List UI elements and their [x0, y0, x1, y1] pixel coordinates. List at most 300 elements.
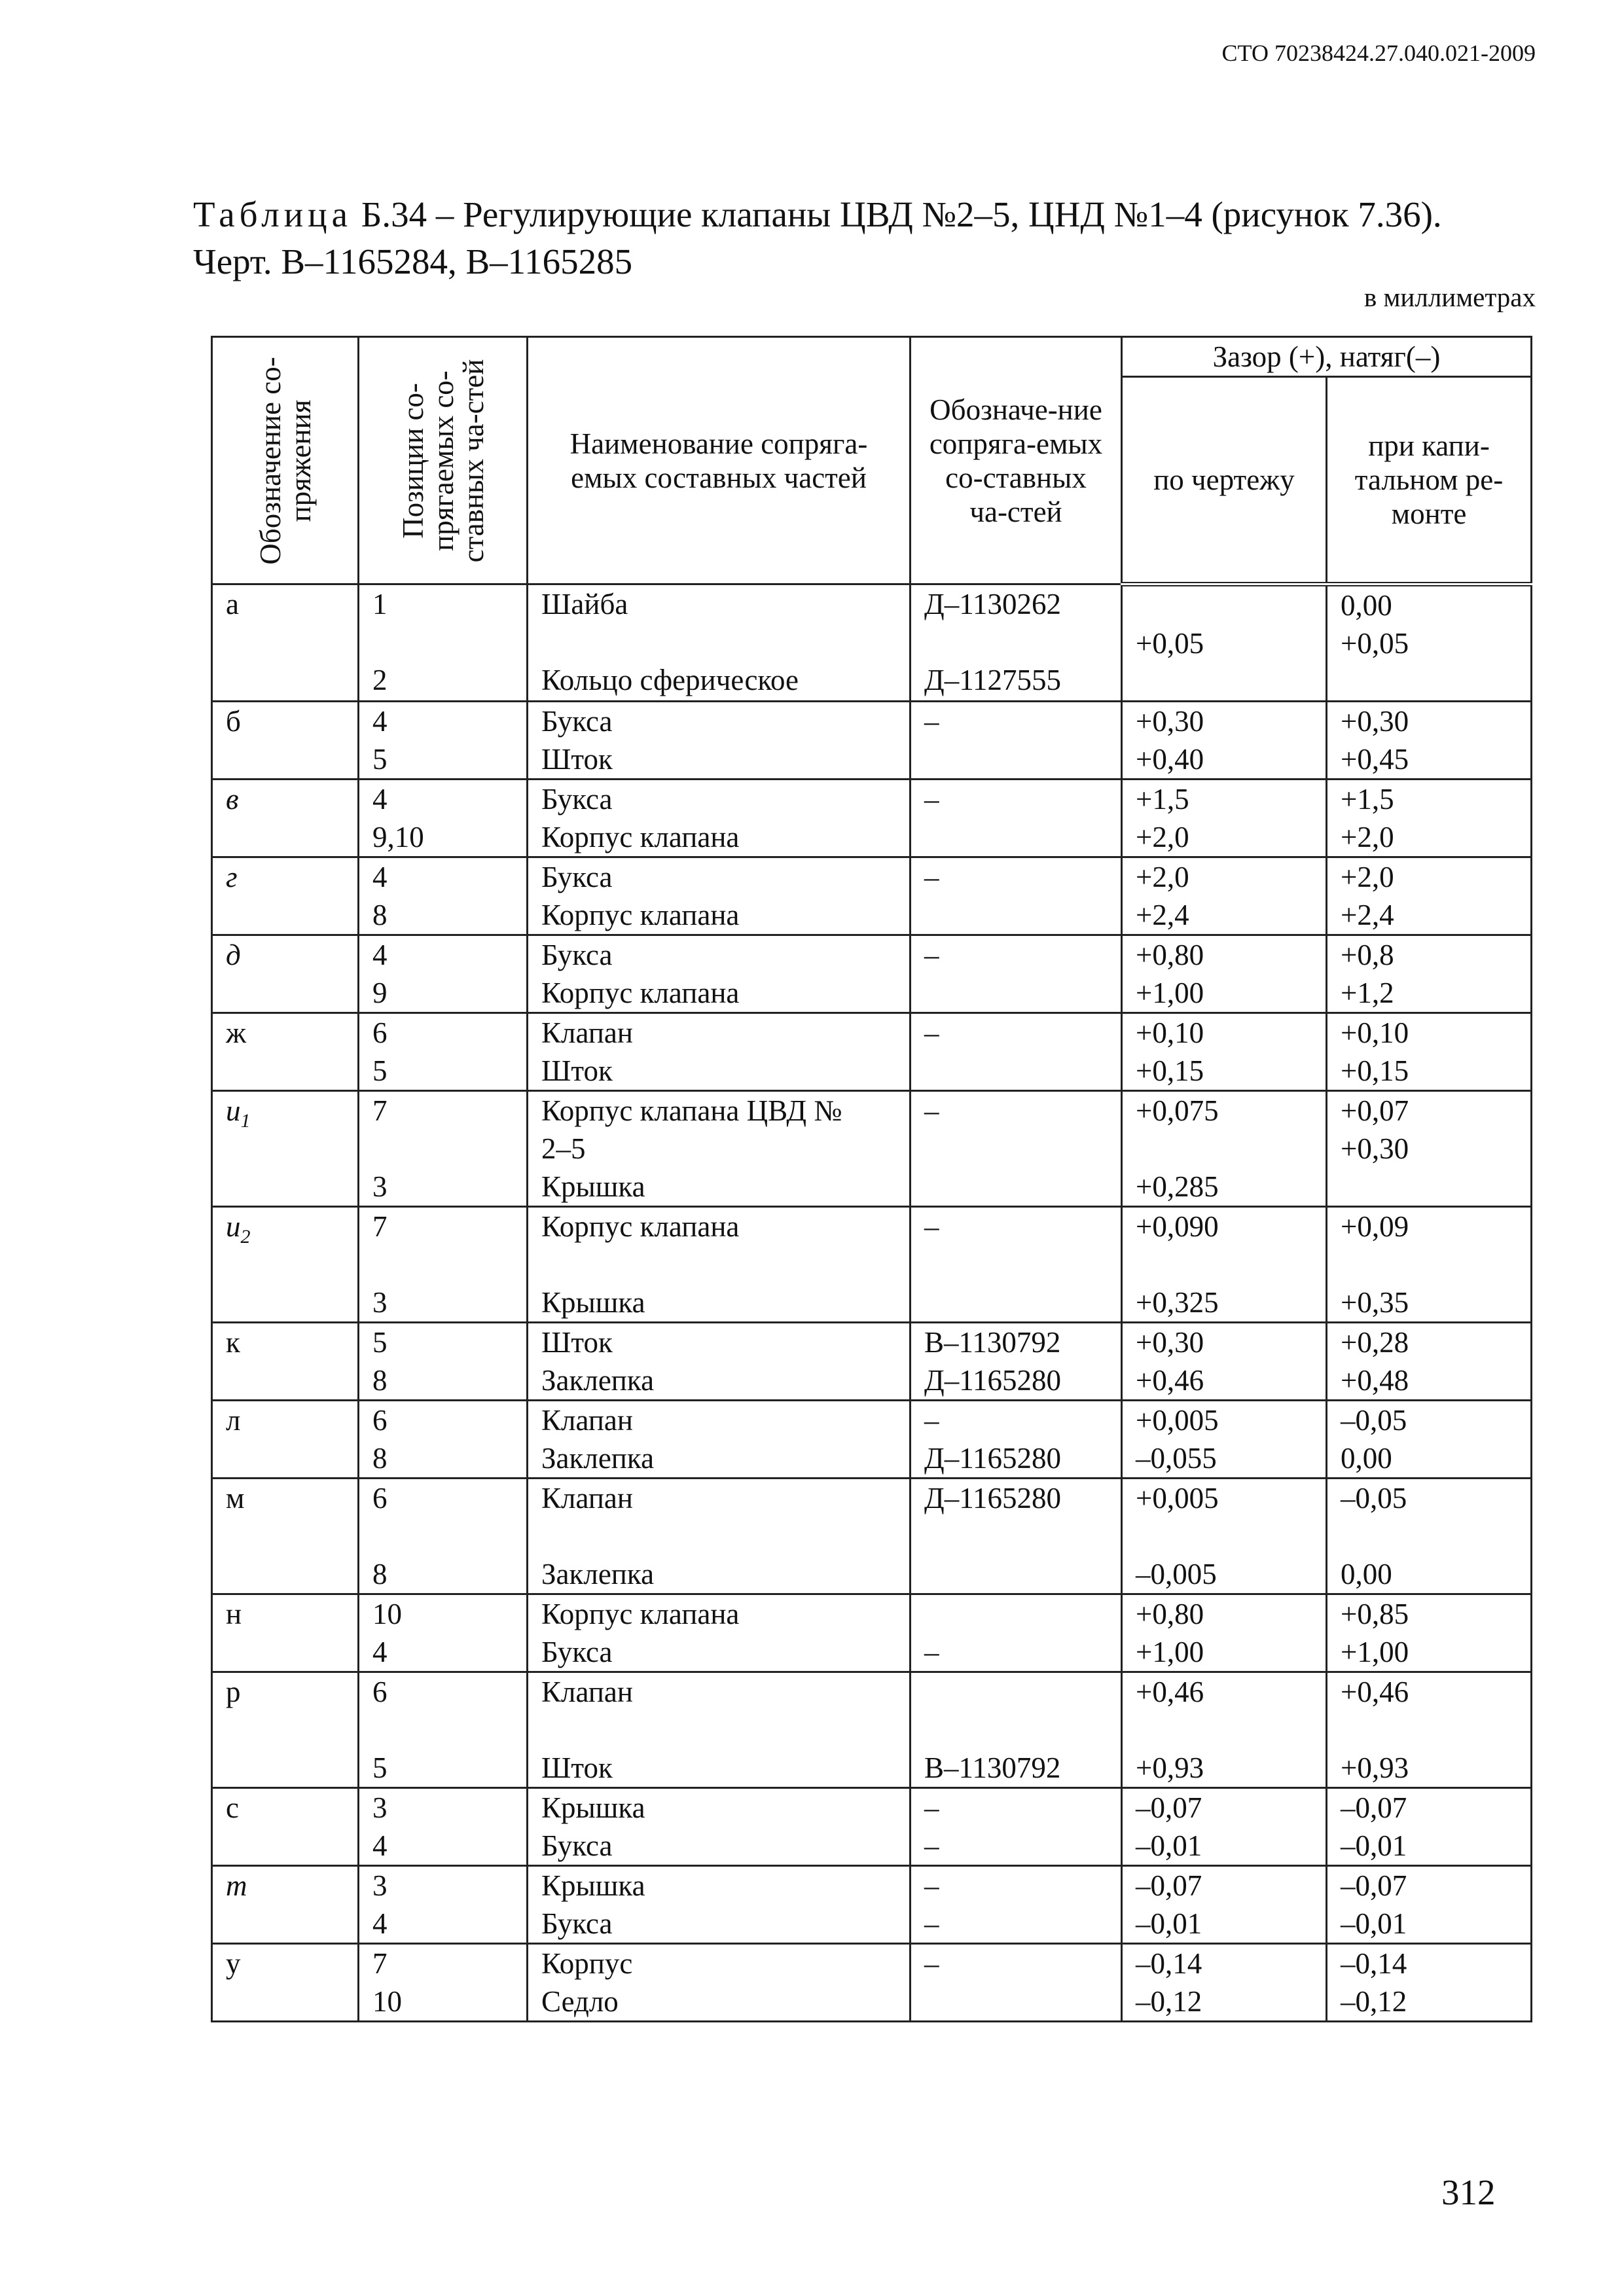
part-designation: – — [924, 1404, 939, 1437]
clearance-overhaul: +0,48 — [1341, 1364, 1409, 1397]
table-row — [212, 1944, 1532, 2022]
part-designation-cell — [911, 780, 1122, 857]
clearance-drawing: –0,07 — [1136, 1791, 1202, 1824]
clearance-overhaul-cell — [1327, 1091, 1532, 1207]
part-position: 7 — [372, 1210, 388, 1243]
part-position-cell — [359, 584, 528, 702]
clearance-drawing: +0,80 — [1136, 1598, 1204, 1630]
clearance-overhaul — [1341, 1246, 1517, 1283]
joint-code — [212, 1866, 359, 1944]
part-designation — [924, 1283, 1108, 1321]
joint-code — [212, 780, 359, 857]
clearance-drawing: –0,14 — [1136, 1947, 1202, 1980]
part-position-cell — [359, 857, 528, 935]
clearance-overhaul: +0,05 — [1341, 627, 1409, 660]
part-name: Букса — [541, 1907, 613, 1940]
clearance-drawing: –0,01 — [1136, 1829, 1202, 1862]
part-designation — [924, 1982, 1108, 2020]
part-designation: – — [924, 783, 939, 816]
part-position: 7 — [372, 1947, 388, 1980]
part-position — [372, 1517, 513, 1555]
clearance-overhaul: +2,4 — [1341, 899, 1394, 931]
clearance-drawing-cell — [1122, 1091, 1327, 1207]
part-designation — [924, 740, 1108, 778]
clearance-overhaul: –0,14 — [1341, 1947, 1407, 1980]
part-position: 10 — [372, 1598, 402, 1630]
part-name: Корпус клапана — [541, 821, 740, 853]
part-designation — [924, 896, 1108, 934]
joint-code — [212, 1323, 359, 1401]
table-row — [212, 1672, 1532, 1788]
part-position: 3 — [372, 1869, 388, 1902]
clearance-overhaul-cell — [1327, 1672, 1532, 1788]
part-position: 6 — [372, 1404, 388, 1437]
joint-code — [212, 1207, 359, 1323]
part-position-cell — [359, 1207, 528, 1323]
part-position-cell — [359, 780, 528, 857]
clearance-overhaul-cell — [1327, 1866, 1532, 1944]
clearance-overhaul-cell — [1327, 1788, 1532, 1866]
clearance-drawing: +1,5 — [1136, 783, 1189, 816]
part-position-cell — [359, 935, 528, 1013]
joint-code-letter: в — [226, 783, 239, 816]
part-position: 2 — [372, 664, 388, 696]
part-name-cell — [528, 857, 911, 935]
part-name-cell — [528, 1594, 911, 1672]
part-position-cell — [359, 1944, 528, 2022]
part-name: Заклепка — [541, 1364, 655, 1397]
clearance-overhaul: +1,00 — [1341, 1636, 1409, 1668]
part-designation: В–1130792 — [924, 1326, 1061, 1359]
clearance-drawing: +0,40 — [1136, 743, 1204, 776]
clearance-overhaul: +2,0 — [1341, 861, 1394, 893]
part-position: 3 — [372, 1170, 388, 1203]
part-name-cell — [528, 935, 911, 1013]
part-position: 4 — [372, 1907, 388, 1940]
joint-code — [212, 702, 359, 780]
clearance-overhaul: +0,10 — [1341, 1016, 1409, 1049]
part-designation: Д–1130262 — [924, 588, 1062, 620]
joint-code — [212, 935, 359, 1013]
clearance-overhaul-cell — [1327, 1013, 1532, 1091]
part-designation: – — [924, 939, 939, 971]
clearance-overhaul-cell — [1327, 1323, 1532, 1401]
part-name: Корпус — [541, 1947, 633, 1980]
table-row — [212, 1788, 1532, 1866]
clearance-drawing — [1136, 1130, 1312, 1168]
part-name-cell — [528, 1323, 911, 1401]
clearance-overhaul: +0,07 — [1341, 1094, 1409, 1127]
part-designation — [924, 1711, 1108, 1749]
clearance-drawing: +0,285 — [1136, 1170, 1219, 1203]
clearance-drawing-cell — [1122, 1013, 1327, 1091]
caption-drawings: Черт. В–1165284, В–1165285 — [193, 242, 633, 281]
part-position-cell — [359, 1323, 528, 1401]
clearance-overhaul-cell — [1327, 1594, 1532, 1672]
units-note: в миллиметрах — [1363, 282, 1536, 312]
part-designation: – — [924, 1636, 939, 1668]
part-position: 6 — [372, 1482, 388, 1515]
part-name: Шток — [541, 1054, 613, 1087]
clearance-drawing: –0,12 — [1136, 1985, 1202, 2018]
table-row — [212, 1479, 1532, 1594]
clearance-overhaul: +1,5 — [1341, 783, 1394, 816]
header-joint-designation: Обозначение со-пряжения — [212, 337, 359, 584]
part-name: Букса — [541, 783, 613, 816]
joint-code-letter: у — [226, 1947, 241, 1980]
clearance-drawing — [1136, 1517, 1312, 1555]
part-position: 1 — [372, 588, 388, 620]
part-designation: Д–1127555 — [924, 664, 1062, 696]
table-row — [212, 857, 1532, 935]
clearance-drawing-cell — [1122, 1479, 1327, 1594]
clearance-drawing: +0,075 — [1136, 1094, 1219, 1127]
part-position: 3 — [372, 1791, 388, 1824]
caption-prefix: Таблица — [193, 194, 352, 234]
clearance-drawing-cell — [1122, 780, 1327, 857]
part-position: 6 — [372, 1016, 388, 1049]
clearance-drawing: +1,00 — [1136, 1636, 1204, 1668]
part-designation: – — [924, 1791, 939, 1824]
clearance-drawing — [1136, 1246, 1312, 1283]
part-designation-cell — [911, 1091, 1122, 1207]
part-designation — [924, 1673, 1108, 1711]
part-designation: – — [924, 1907, 939, 1940]
part-designation — [924, 623, 1108, 661]
part-position-cell — [359, 1866, 528, 1944]
part-name: Клапан — [541, 1676, 633, 1708]
clearance-overhaul: +2,0 — [1341, 821, 1394, 853]
part-designation: В–1130792 — [924, 1751, 1061, 1784]
part-name — [541, 1246, 896, 1283]
part-designation: – — [924, 1016, 939, 1049]
part-position: 8 — [372, 899, 388, 931]
joint-code — [212, 1091, 359, 1207]
clearance-overhaul-cell — [1327, 935, 1532, 1013]
part-position: 4 — [372, 939, 388, 971]
clearance-overhaul-cell — [1327, 1401, 1532, 1479]
clearance-drawing: +0,80 — [1136, 939, 1204, 971]
clearance-drawing: +2,4 — [1136, 899, 1189, 931]
document-code: СТО 70238424.27.040.021-2009 — [1221, 40, 1536, 66]
joint-code-index: 2 — [240, 1226, 251, 1247]
part-designation: Д–1165280 — [924, 1364, 1062, 1397]
clearance-drawing: +0,30 — [1136, 705, 1204, 738]
part-name: Букса — [541, 1829, 613, 1862]
clearance-drawing: +0,05 — [1136, 627, 1204, 660]
table-row — [212, 584, 1532, 702]
part-designation-cell — [911, 1866, 1122, 1944]
part-designation: Д–1165280 — [924, 1482, 1062, 1515]
part-name-cell — [528, 1013, 911, 1091]
clearance-drawing: +0,090 — [1136, 1210, 1219, 1243]
part-position: 9,10 — [372, 821, 424, 853]
header-at-overhaul: при капи-тальном ре-монте — [1327, 377, 1532, 584]
part-designation — [924, 1168, 1108, 1206]
clearance-overhaul: +0,93 — [1341, 1751, 1409, 1784]
part-position: 5 — [372, 1054, 388, 1087]
part-name: Букса — [541, 939, 613, 971]
clearance-overhaul-cell — [1327, 1207, 1532, 1323]
part-name-cell — [528, 1479, 911, 1594]
clearance-overhaul: +0,28 — [1341, 1326, 1409, 1359]
clearance-drawing: –0,055 — [1136, 1442, 1217, 1475]
part-name: Шайба — [541, 588, 628, 620]
part-designation: – — [924, 1094, 939, 1127]
clearance-drawing: –0,005 — [1136, 1558, 1217, 1590]
clearance-overhaul: 0,00 — [1341, 1442, 1392, 1475]
part-position-cell — [359, 702, 528, 780]
part-position-cell — [359, 1672, 528, 1788]
clearance-drawing-cell — [1122, 1944, 1327, 2022]
joint-code-letter: д — [226, 939, 241, 971]
joint-code — [212, 1479, 359, 1594]
part-designation — [924, 1052, 1108, 1090]
joint-code — [212, 1401, 359, 1479]
part-name-cell — [528, 1401, 911, 1479]
clearance-overhaul: –0,01 — [1341, 1907, 1407, 1940]
clearance-overhaul: –0,12 — [1341, 1985, 1407, 2018]
part-designation-cell — [911, 1479, 1122, 1594]
part-position: 8 — [372, 1364, 388, 1397]
part-name: Крышка — [541, 1170, 645, 1203]
clearance-overhaul-cell — [1327, 702, 1532, 780]
part-name: Корпус клапана — [541, 1598, 740, 1630]
part-name: Букса — [541, 861, 613, 893]
clearance-drawing: +2,0 — [1136, 861, 1189, 893]
part-designation-cell — [911, 857, 1122, 935]
clearance-drawing: +0,325 — [1136, 1286, 1219, 1319]
part-position: 8 — [372, 1558, 388, 1590]
part-designation — [924, 1517, 1108, 1555]
part-position: 7 — [372, 1094, 388, 1127]
table-caption — [193, 191, 1555, 285]
clearance-overhaul: +0,30 — [1341, 1132, 1409, 1165]
clearance-drawing: –0,01 — [1136, 1907, 1202, 1940]
part-name-cell — [528, 1788, 911, 1866]
part-designation-cell — [911, 1788, 1122, 1866]
part-position — [372, 1246, 513, 1283]
clearance-drawing: +0,15 — [1136, 1054, 1204, 1087]
table-row — [212, 780, 1532, 857]
page-number: 312 — [1441, 2172, 1496, 2212]
part-position: 9 — [372, 977, 388, 1009]
clearance-drawing: +0,93 — [1136, 1751, 1204, 1784]
clearance-overhaul: 0,00 — [1341, 1558, 1392, 1590]
part-designation: – — [924, 1947, 939, 1980]
table-row — [212, 702, 1532, 780]
part-position — [372, 1130, 513, 1168]
part-name: Заклепка — [541, 1558, 655, 1590]
clearance-overhaul: +0,15 — [1341, 1054, 1409, 1087]
clearance-overhaul: –0,07 — [1341, 1791, 1407, 1824]
clearance-overhaul: +0,45 — [1341, 743, 1409, 776]
joint-code-letter: г — [226, 861, 238, 893]
part-position-cell — [359, 1594, 528, 1672]
table-row — [212, 1013, 1532, 1091]
clearance-overhaul: +1,2 — [1341, 977, 1394, 1009]
part-position: 5 — [372, 1751, 388, 1784]
part-name: Корпус клапана — [541, 1210, 740, 1243]
part-name: Клапан — [541, 1016, 633, 1049]
part-position: 3 — [372, 1286, 388, 1319]
clearance-drawing-cell — [1122, 1207, 1327, 1323]
part-position: 5 — [372, 1326, 388, 1359]
clearance-overhaul: +0,30 — [1341, 705, 1409, 738]
part-position-cell — [359, 1479, 528, 1594]
part-designation: – — [924, 1829, 939, 1862]
part-position: 10 — [372, 1985, 402, 2018]
part-position: 6 — [372, 1676, 388, 1708]
part-designation-cell — [911, 584, 1122, 702]
part-designation-cell — [911, 1323, 1122, 1401]
joint-code-letter: т — [226, 1869, 247, 1902]
part-designation: – — [924, 1210, 939, 1243]
clearance-drawing-cell — [1122, 857, 1327, 935]
joint-code-index: 1 — [240, 1110, 251, 1132]
part-position: 5 — [372, 743, 388, 776]
clearance-drawing: +1,00 — [1136, 977, 1204, 1009]
part-designation-cell — [911, 1944, 1122, 2022]
caption-title: Б.34 – Регулирующие клапаны ЦВД №2–5, ЦНД №1–4 (рисунок 7.36). — [352, 194, 1442, 234]
part-designation-cell — [911, 702, 1122, 780]
part-name-cell — [528, 584, 911, 702]
clearance-overhaul: –0,07 — [1341, 1869, 1407, 1902]
table-row — [212, 1866, 1532, 1944]
part-position: 4 — [372, 1829, 388, 1862]
part-name: Корпус клапана — [541, 977, 740, 1009]
part-position — [372, 623, 513, 661]
table-row — [212, 1401, 1532, 1479]
part-designation: – — [924, 705, 939, 738]
clearance-drawing-cell — [1122, 584, 1327, 702]
part-position: 8 — [372, 1442, 388, 1475]
part-designation-cell — [911, 935, 1122, 1013]
table-row — [212, 1091, 1532, 1207]
table-row — [212, 935, 1532, 1013]
joint-code — [212, 1944, 359, 2022]
part-name — [541, 1711, 896, 1749]
clearance-drawing: +0,10 — [1136, 1016, 1204, 1049]
part-designation — [924, 1246, 1108, 1283]
part-name-cell — [528, 1672, 911, 1788]
joint-code — [212, 857, 359, 935]
clearance-overhaul: –0,01 — [1341, 1829, 1407, 1862]
clearance-overhaul: +0,85 — [1341, 1598, 1409, 1630]
part-name — [541, 623, 896, 661]
clearance-overhaul — [1341, 1711, 1517, 1749]
part-name: Шток — [541, 1326, 613, 1359]
part-name-cell — [528, 1866, 911, 1944]
clearance-overhaul: –0,05 — [1341, 1482, 1407, 1515]
part-position-cell — [359, 1401, 528, 1479]
part-name: Букса — [541, 1636, 613, 1668]
part-designation — [924, 1130, 1108, 1168]
part-name: 2–5 — [541, 1132, 586, 1165]
part-name: Кольцо сферическое — [541, 664, 799, 696]
joint-code-letter: л — [226, 1404, 241, 1437]
part-name: Корпус клапана ЦВД № — [541, 1094, 842, 1127]
joint-code — [212, 1788, 359, 1866]
part-name: Клапан — [541, 1404, 633, 1437]
table-body — [212, 584, 1532, 2022]
joint-code-letter: н — [226, 1598, 242, 1630]
clearance-drawing-cell — [1122, 1323, 1327, 1401]
clearance-overhaul: 0,00 — [1341, 589, 1392, 622]
clearance-drawing: +0,46 — [1136, 1364, 1204, 1397]
joint-code-letter: и — [226, 1210, 241, 1243]
fits-table — [211, 336, 1532, 2022]
part-name — [541, 1517, 896, 1555]
clearance-overhaul — [1341, 1517, 1517, 1555]
clearance-drawing: +0,005 — [1136, 1482, 1219, 1515]
clearance-overhaul: +0,35 — [1341, 1286, 1409, 1319]
part-name: Шток — [541, 743, 613, 776]
clearance-overhaul — [1341, 1168, 1517, 1206]
clearance-overhaul-cell — [1327, 584, 1532, 702]
table-row — [212, 1207, 1532, 1323]
part-name: Крышка — [541, 1869, 645, 1902]
clearance-overhaul-cell — [1327, 1479, 1532, 1594]
header-part-names: Наименование сопряга-емых составных частей — [528, 337, 911, 584]
clearance-drawing-cell — [1122, 1401, 1327, 1479]
part-name-cell — [528, 1091, 911, 1207]
part-name: Крышка — [541, 1286, 645, 1319]
clearance-drawing-cell — [1122, 1866, 1327, 1944]
clearance-drawing — [1136, 1711, 1312, 1749]
part-designation-cell — [911, 1207, 1122, 1323]
clearance-drawing-cell — [1122, 1672, 1327, 1788]
clearance-drawing: +0,005 — [1136, 1404, 1219, 1437]
clearance-drawing — [1136, 662, 1312, 700]
part-position-cell — [359, 1013, 528, 1091]
clearance-drawing: +0,30 — [1136, 1326, 1204, 1359]
part-name: Шток — [541, 1751, 613, 1784]
joint-code — [212, 584, 359, 702]
clearance-drawing: +0,46 — [1136, 1676, 1204, 1708]
clearance-drawing-cell — [1122, 1594, 1327, 1672]
joint-code-letter: ж — [226, 1016, 247, 1049]
part-designation: – — [924, 861, 939, 893]
part-designation — [924, 1555, 1108, 1593]
joint-code-letter: с — [226, 1791, 239, 1824]
joint-code-letter: и — [226, 1094, 241, 1127]
part-designation-cell — [911, 1594, 1122, 1672]
part-designation — [924, 974, 1108, 1012]
joint-code-letter: к — [226, 1326, 240, 1359]
clearance-drawing-cell — [1122, 935, 1327, 1013]
part-designation-cell — [911, 1401, 1122, 1479]
clearance-overhaul-cell — [1327, 857, 1532, 935]
clearance-overhaul: –0,05 — [1341, 1404, 1407, 1437]
part-position: 4 — [372, 1636, 388, 1668]
joint-code-letter: м — [226, 1482, 245, 1515]
joint-code-letter: а — [226, 588, 239, 620]
part-position — [372, 1711, 513, 1749]
header-part-positions: Позиции со-прягаемых со-ставных ча-стей — [359, 337, 528, 584]
part-position: 4 — [372, 783, 388, 816]
clearance-drawing: +2,0 — [1136, 821, 1189, 853]
part-name-cell — [528, 1207, 911, 1323]
header-part-designations: Обозначе-ние сопряга-емых со-ставных ча-стей — [911, 337, 1122, 584]
clearance-overhaul: +0,8 — [1341, 939, 1394, 971]
part-designation — [924, 1595, 1108, 1633]
part-name-cell — [528, 1944, 911, 2022]
joint-code — [212, 1013, 359, 1091]
joint-code — [212, 1594, 359, 1672]
clearance-drawing-cell — [1122, 702, 1327, 780]
header-by-drawing: по чертежу — [1122, 377, 1327, 584]
